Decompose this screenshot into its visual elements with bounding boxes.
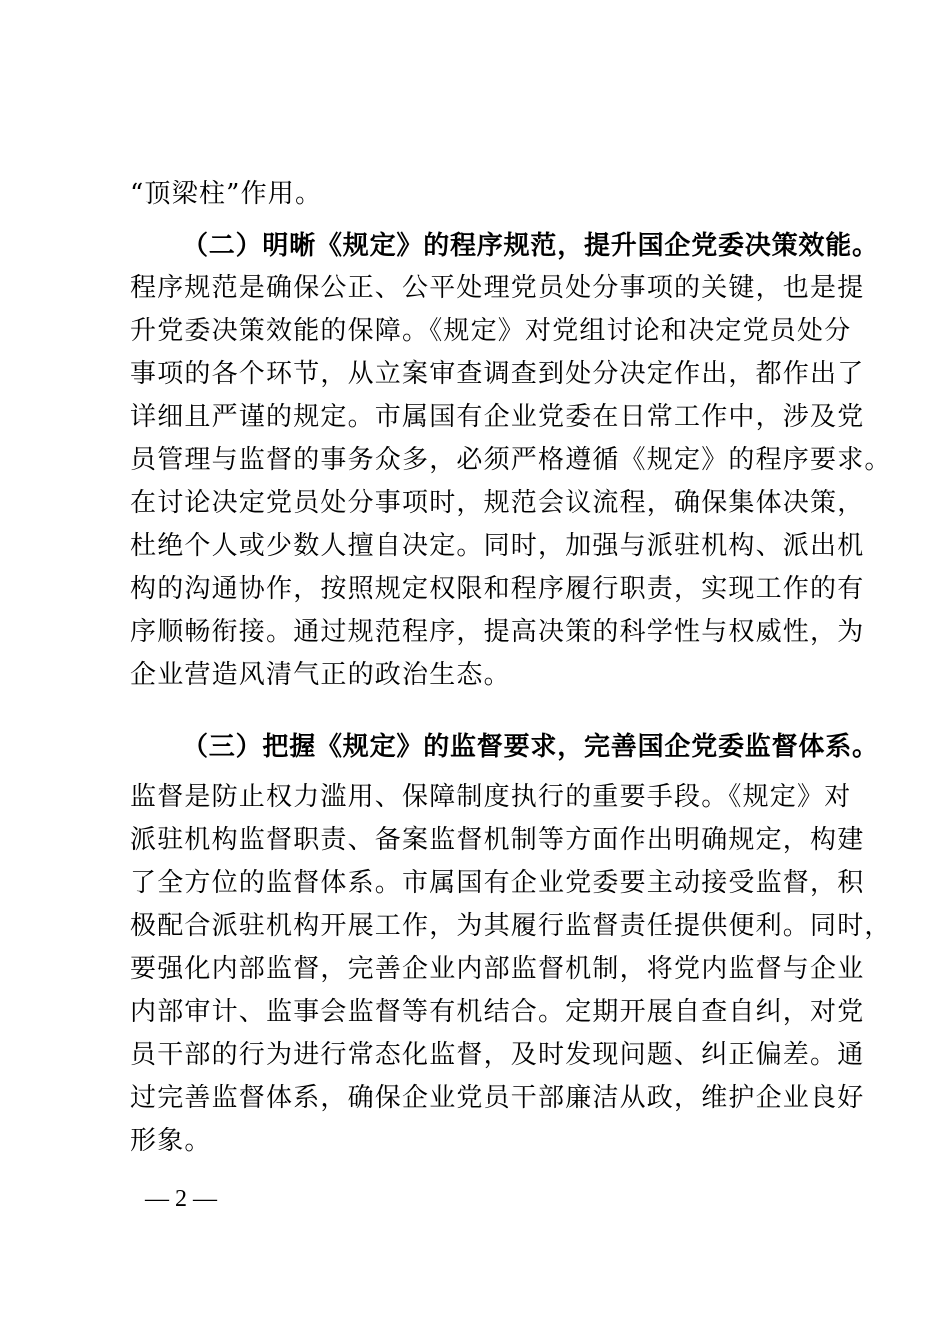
page-number: — 2 — — [145, 1186, 217, 1212]
paragraph-line: 了全方位的监督体系。市属国有企业党委要主动接受监督，积 — [130, 868, 865, 898]
paragraph-line: 监督是防止权力滥用、保障制度执行的重要手段。《规定》对 — [130, 782, 852, 812]
paragraph-line: 升党委决策效能的保障。《规定》对党组讨论和决定党员处分 — [130, 316, 852, 346]
paragraph-line: 要强化内部监督，完善企业内部监督机制，将党内监督与企业 — [130, 954, 865, 984]
paragraph-line: “顶梁柱”作用。 — [130, 179, 323, 209]
paragraph-line: 内部审计、监事会监督等有机结合。定期开展自查自纠，对党 — [130, 997, 865, 1027]
paragraph-line: 企业营造风清气正的政治生态。 — [130, 660, 511, 690]
paragraph-line: 事项的各个环节，从立案审查调查到处分决定作出，都作出了 — [130, 359, 865, 389]
paragraph-line: 极配合派驻机构开展工作，为其履行监督责任提供便利。同时， — [130, 911, 892, 941]
paragraph-line: 在讨论决定党员处分事项时，规范会议流程，确保集体决策， — [130, 488, 865, 518]
paragraph-line: 详细且严谨的规定。市属国有企业党委在日常工作中，涉及党 — [130, 402, 865, 432]
paragraph-line: 过完善监督体系，确保企业党员干部廉洁从政，维护企业良好 — [130, 1083, 865, 1113]
paragraph-line: 程序规范是确保公正、公平处理党员处分事项的关键，也是提 — [130, 273, 865, 303]
paragraph-line: 派驻机构监督职责、备案监督机制等方面作出明确规定，构建 — [130, 825, 865, 855]
section-heading-2: （二）明晰《规定》的程序规范，提升国企党委决策效能。 — [182, 231, 879, 261]
paragraph-line: 形象。 — [130, 1126, 212, 1156]
paragraph-line: 构的沟通协作，按照规定权限和程序履行职责，实现工作的有 — [130, 574, 865, 604]
paragraph-line: 杜绝个人或少数人擅自决定。同时，加强与派驻机构、派出机 — [130, 531, 865, 561]
section-heading-3: （三）把握《规定》的监督要求，完善国企党委监督体系。 — [182, 732, 879, 762]
paragraph-line: 序顺畅衔接。通过规范程序，提高决策的科学性与权威性，为 — [130, 617, 865, 647]
paragraph-line: 员干部的行为进行常态化监督，及时发现问题、纠正偏差。通 — [130, 1040, 865, 1070]
paragraph-line: 员管理与监督的事务众多，必须严格遵循《规定》的程序要求。 — [130, 445, 892, 475]
